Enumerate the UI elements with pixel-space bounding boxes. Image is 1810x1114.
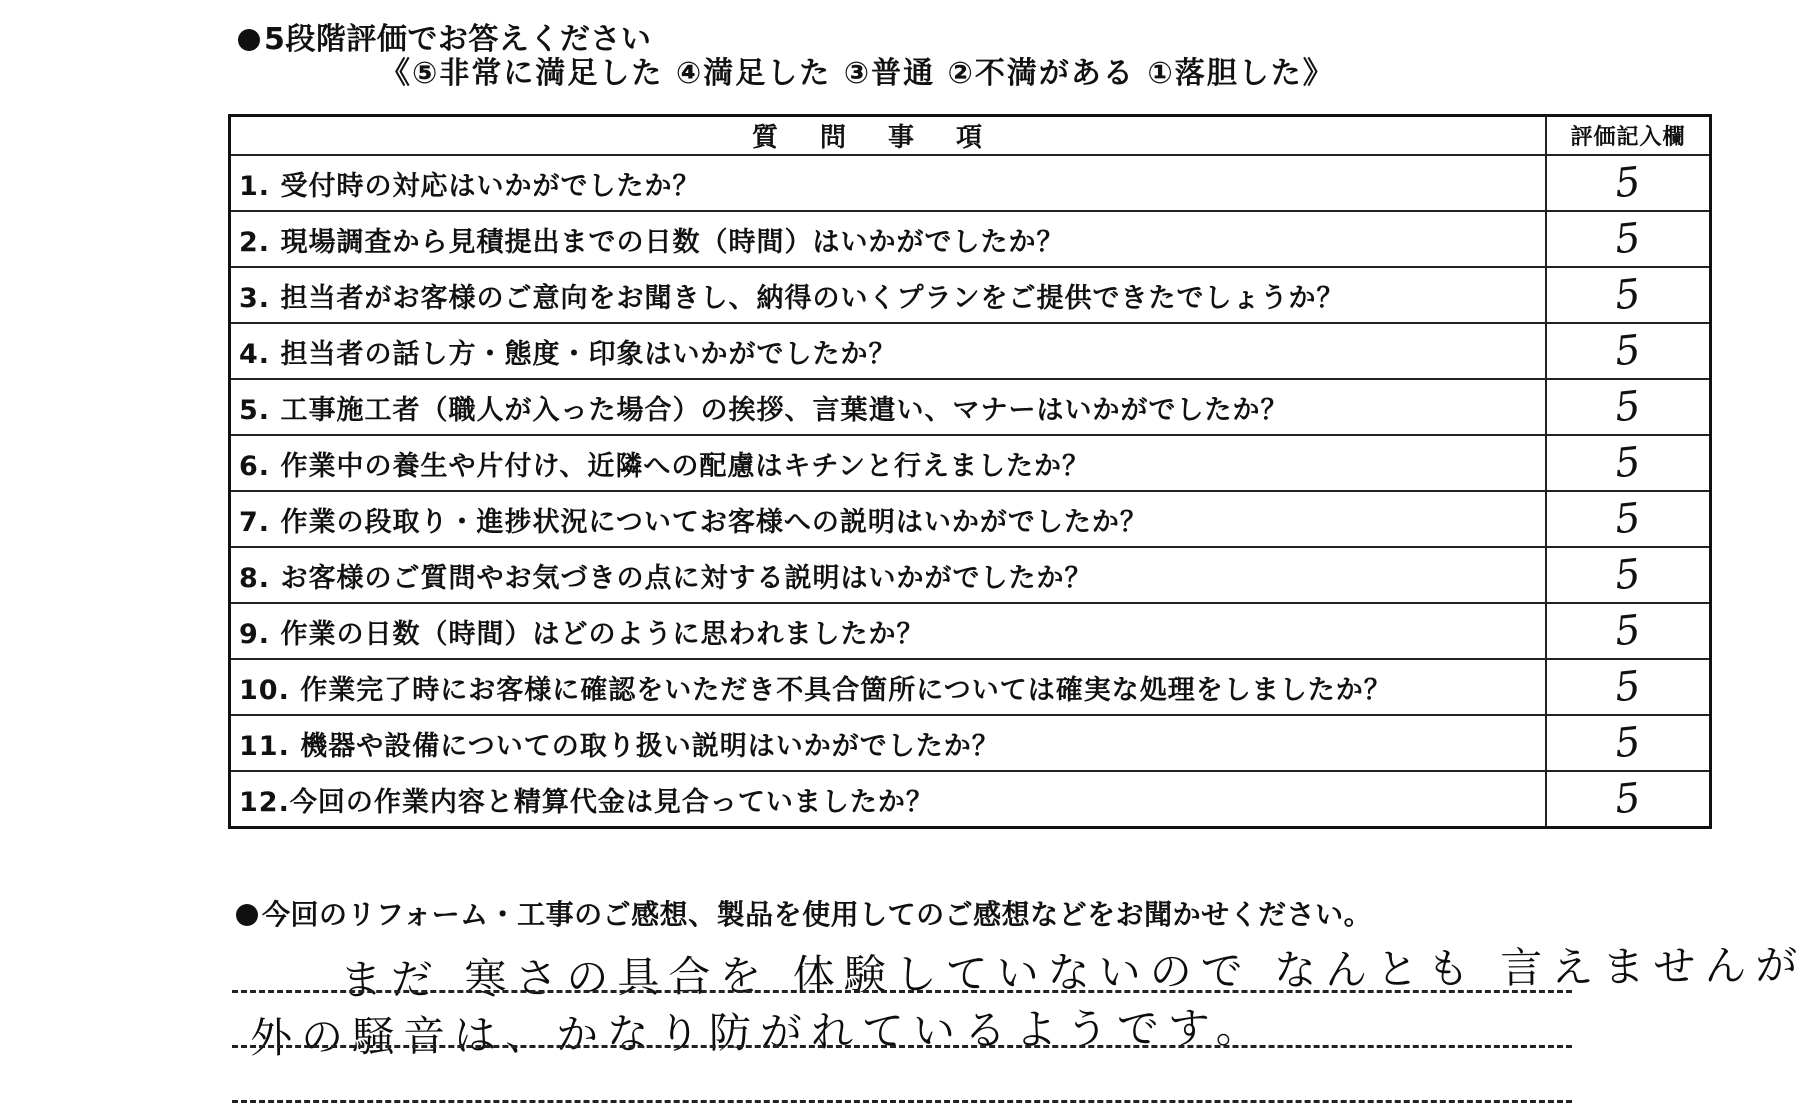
table-row: [230, 659, 1711, 715]
rating-column-header: 評価記入欄: [1546, 116, 1711, 156]
handwritten-rating: 5: [1612, 382, 1644, 432]
handwritten-rating: 5: [1612, 606, 1644, 656]
bullet-icon: [238, 29, 260, 51]
rating-cell: [1546, 603, 1711, 659]
handwritten-rating: 5: [1612, 774, 1644, 824]
question-text: 8. お客様のご質問やお気づきの点に対する説明はいかがでしたか？: [230, 547, 1547, 603]
instructions-heading-text: 5段階評価でお答えください: [264, 22, 652, 57]
table-row: [230, 435, 1711, 491]
ruled-line: [232, 1045, 1572, 1048]
question-text: 3. 担当者がお客様のご意向をお聞きし、納得のいくプランをご提供できたでしょうか？: [230, 267, 1547, 323]
handwritten-rating: 5: [1612, 550, 1644, 600]
rating-cell: [1546, 715, 1711, 771]
table-row: [230, 547, 1711, 603]
question-text: 5. 工事施工者（職人が入った場合）の挨拶、言葉遣い、マナーはいかがでしたか？: [230, 379, 1547, 435]
question-text: 2. 現場調査から見積提出までの日数（時間）はいかがでしたか？: [230, 211, 1547, 267]
rating-cell: [1546, 323, 1711, 379]
question-text: 9. 作業の日数（時間）はどのように思われましたか？: [230, 603, 1547, 659]
rating-cell: [1546, 155, 1711, 211]
bullet-icon: [236, 904, 258, 926]
table-header-row: [230, 116, 1711, 156]
ruled-line: [232, 990, 1572, 993]
rating-cell: [1546, 659, 1711, 715]
table-row: [230, 155, 1711, 211]
rating-scale: 《⑤非常に満足した ④満足した ③普通 ②不満がある ①落胆した》: [380, 56, 1335, 91]
table-row: [230, 323, 1711, 379]
rating-cell: [1546, 435, 1711, 491]
rating-cell: [1546, 547, 1711, 603]
handwritten-rating: 5: [1612, 270, 1644, 320]
handwritten-rating: 5: [1612, 438, 1644, 488]
comments-heading-text: 今回のリフォーム・工事のご感想、製品を使用してのご感想などをお聞かせください。: [262, 898, 1373, 931]
handwritten-rating: 5: [1612, 662, 1644, 712]
question-text: 7. 作業の段取り・進捗状況についてお客様への説明はいかがでしたか？: [230, 491, 1547, 547]
rating-cell: [1546, 267, 1711, 323]
table-row: [230, 379, 1711, 435]
question-text: 4. 担当者の話し方・態度・印象はいかがでしたか？: [230, 323, 1547, 379]
handwritten-rating: 5: [1612, 718, 1644, 768]
question-text: 12.今回の作業内容と精算代金は見合っていましたか？: [230, 771, 1547, 828]
question-text: 11. 機器や設備についての取り扱い説明はいかがでしたか？: [230, 715, 1547, 771]
table-row: [230, 211, 1711, 267]
table-row: [230, 715, 1711, 771]
comments-heading: [236, 893, 1372, 933]
rating-cell: [1546, 379, 1711, 435]
question-text: 6. 作業中の養生や片付け、近隣への配慮はキチンと行えましたか？: [230, 435, 1547, 491]
handwritten-comment-line: まだ 寒さの具合を 体験していないので なんとも 言えませんが: [339, 940, 1807, 1005]
rating-cell: [1546, 491, 1711, 547]
handwritten-rating: 5: [1612, 326, 1644, 376]
handwritten-rating: 5: [1612, 158, 1644, 208]
handwritten-rating: 5: [1612, 494, 1644, 544]
table-row: [230, 491, 1711, 547]
question-text: 10. 作業完了時にお客様に確認をいただき不具合箇所については確実な処理をしましたか？: [230, 659, 1547, 715]
rating-cell: [1546, 771, 1711, 828]
question-column-header: 質問事項: [230, 116, 1547, 156]
table-row: [230, 267, 1711, 323]
ruled-line: [232, 1100, 1572, 1103]
rating-cell: [1546, 211, 1711, 267]
handwritten-rating: 5: [1612, 214, 1644, 264]
question-text: 1. 受付時の対応はいかがでしたか？: [230, 155, 1547, 211]
survey-table: [228, 114, 1712, 829]
handwritten-comment-line: 外の騒音は、かなり防がれているようです。: [249, 1002, 1267, 1063]
table-row: [230, 603, 1711, 659]
table-row: [230, 771, 1711, 828]
